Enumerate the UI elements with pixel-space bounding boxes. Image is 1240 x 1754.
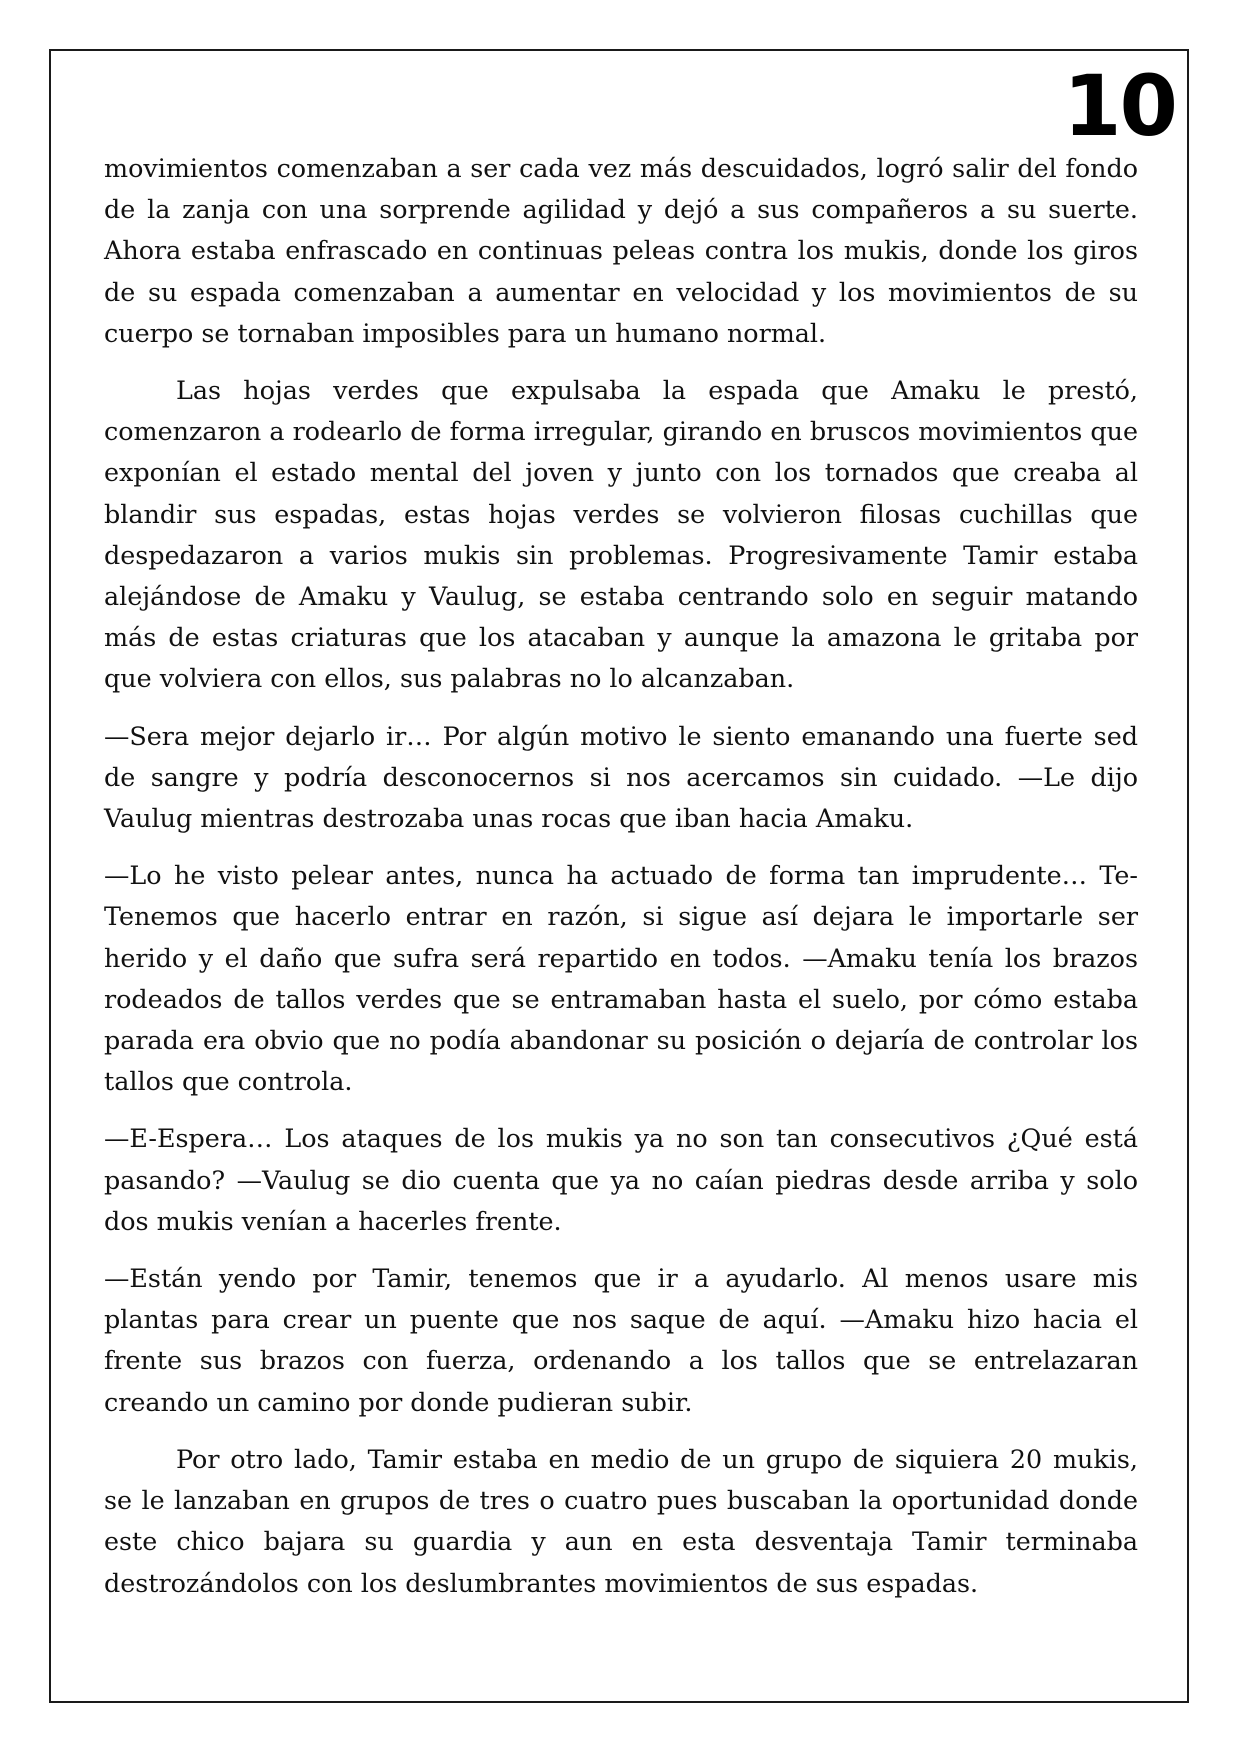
dialogue-paragraph: —Lo he visto pelear antes, nunca ha actuado de forma tan imprudente… Te-Tenemos que hacerlo entrar en razón, si sigue así dejara le importarle ser herido y el daño que sufra será repartido en todos. —Amaku tenía los brazos rodeados de tallos verdes que se entramaban hasta el suelo, por cómo estaba parada era obvio que no podía abandonar su posición o dejaría de controlar los tallos que controla.	[104, 860, 1138, 1097]
dialogue-paragraph: —Están yendo por Tamir, tenemos que ir a ayudarlo. Al menos usare mis plantas para crear un puente que nos saque de aquí. —Amaku hizo hacia el frente sus brazos con fuerza, ordenando a los tallos que se entrelazaran creando un camino por donde pudieran subir.	[104, 1263, 1138, 1417]
paragraph-continuation: movimientos comenzaban a ser cada vez más descuidados, logró salir del fondo de la zanja con una sorprende agilidad y dejó a sus compañeros a su suerte. Ahora estaba enfrascado en continuas peleas contra los mukis, donde los giros de su espada comenzaban a aumentar en velocidad y los movimientos de su cuerpo se tornaban imposibles para un humano normal.	[104, 153, 1138, 348]
paragraph: Las hojas verdes que expulsaba la espada que Amaku le prestó, comenzaron a rodearlo de forma irregular, girando en bruscos movimientos que exponían el estado mental del joven y junto con los tornados que creaba al blandir sus espadas, estas hojas verdes se volvieron filosas cuchillas que despedazaron a varios mukis sin problemas. Progresivamente Tamir estaba alejándose de Amaku y Vaulug, se estaba centrando solo en seguir matando más de estas criaturas que los atacaban y aunque la amazona le gritaba por que volviera con ellos, sus palabras no lo alcanzaban.	[104, 375, 1138, 694]
paragraph: Por otro lado, Tamir estaba en medio de un grupo de siquiera 20 mukis, se le lanzaban en grupos de tres o cuatro pues buscaban la oportunidad donde este chico bajara su guardia y aun en esta desventaja Tamir terminaba destrozándolos con los deslumbrantes movimientos de sus espadas.	[104, 1443, 1138, 1598]
dialogue-paragraph: —E-Espera… Los ataques de los mukis ya no son tan consecutivos ¿Qué está pasando? —Vaulug se dio cuenta que ya no caían piedras desde arriba y solo dos mukis venían a hacerles frente.	[104, 1123, 1138, 1236]
text-body	[104, 148, 1138, 1620]
dialogue-paragraph: —Sera mejor dejarlo ir… Por algún motivo le siento emanando una fuerte sed de sangre y podría desconocernos si nos acercamos sin cuidado. —Le dijo Vaulug mientras destrozaba unas rocas que iban hacia Amaku.	[104, 720, 1138, 834]
page-number: 10	[1063, 57, 1176, 155]
